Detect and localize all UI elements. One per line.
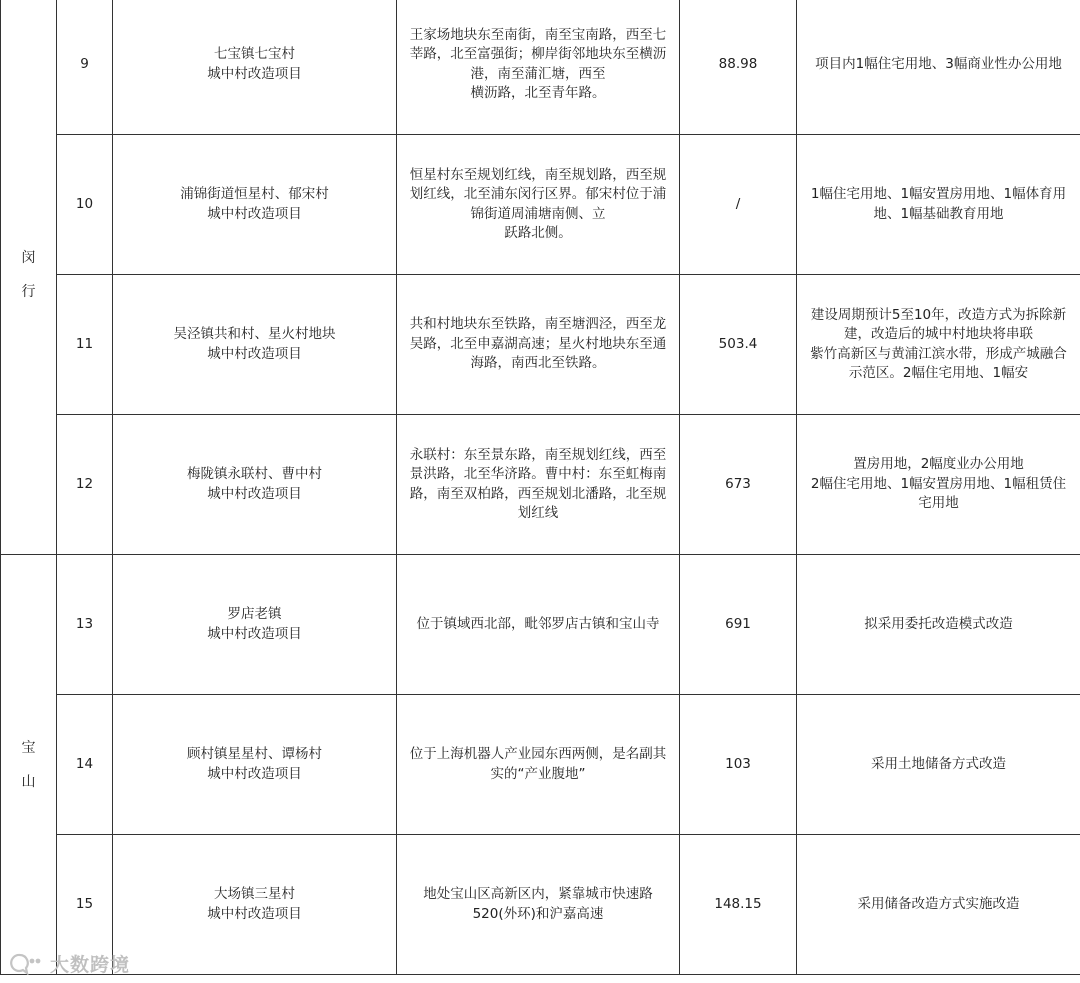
project-area: 691 (680, 555, 797, 695)
project-remark: 采用储备改造方式实施改造 (797, 835, 1080, 975)
row-number: 12 (57, 415, 113, 555)
row-number: 10 (57, 135, 113, 275)
project-name: 七宝镇七宝村 城中村改造项目 (113, 0, 397, 135)
row-number: 15 (57, 835, 113, 975)
project-name: 梅陇镇永联村、曹中村 城中村改造项目 (113, 415, 397, 555)
table-row (1, 0, 1080, 135)
project-remark: 拟采用委托改造模式改造 (797, 555, 1080, 695)
project-location: 王家场地块东至南街，南至宝南路，西至七莘路，北至富强街；柳岸街邻地块东至横沥港，南至蒲汇塘，西至 横沥路，北至青年路。 (397, 0, 680, 135)
project-remark: 1幅住宅用地、1幅安置房用地、1幅体育用地、1幅基础教育用地 (797, 135, 1080, 275)
project-name: 罗店老镇 城中村改造项目 (113, 555, 397, 695)
project-area: 673 (680, 415, 797, 555)
watermark-text: 大数跨境 (50, 953, 131, 976)
project-remark: 置房用地，2幅度业办公用地 2幅住宅用地、1幅安置房用地、1幅租赁住宅用地 (797, 415, 1080, 555)
row-number: 11 (57, 275, 113, 415)
project-area: 88.98 (680, 0, 797, 135)
table-row (1, 555, 1080, 695)
project-area: 503.4 (680, 275, 797, 415)
table-row (1, 275, 1080, 415)
project-remark: 采用土地储备方式改造 (797, 695, 1080, 835)
project-area: 103 (680, 695, 797, 835)
project-area: / (680, 135, 797, 275)
watermark (10, 948, 130, 978)
project-location: 共和村地块东至铁路，南至塘泗泾，西至龙吴路，北至申嘉湖高速；星火村地块东至通海路，南西北至铁路。 (397, 275, 680, 415)
project-location: 地处宝山区高新区内，紧靠城市快速路520(外环)和沪嘉高速 (397, 835, 680, 975)
project-location: 位于上海机器人产业园东西两侧，是名副其实的“产业腹地” (397, 695, 680, 835)
table-row (1, 415, 1080, 555)
project-location: 位于镇域西北部，毗邻罗店古镇和宝山寺 (397, 555, 680, 695)
table-row (1, 835, 1080, 975)
table-row (1, 695, 1080, 835)
chat-bubble-logo-icon (10, 951, 44, 975)
project-location: 永联村：东至景东路，南至规划红线，西至景洪路，北至华济路。曹中村：东至虹梅南路，南至双柏路，西至规划北潘路，北至规划红线 (397, 415, 680, 555)
project-name: 吴泾镇共和村、星火村地块 城中村改造项目 (113, 275, 397, 415)
project-name: 大场镇三星村 城中村改造项目 (113, 835, 397, 975)
district-cell: 宝 山 (1, 555, 57, 975)
project-area: 148.15 (680, 835, 797, 975)
table-row (1, 135, 1080, 275)
district-cell: 闵 行 (1, 0, 57, 555)
row-number: 14 (57, 695, 113, 835)
project-remark: 建设周期预计5至10年，改造方式为拆除新建，改造后的城中村地块将串联 紫竹高新区与黄浦江滨水带，形成产城融合示范区。2幅住宅用地、1幅安 (797, 275, 1080, 415)
project-remark: 项目内1幅住宅用地、3幅商业性办公用地 (797, 0, 1080, 135)
project-location: 恒星村东至规划红线，南至规划路，西至规划红线，北至浦东闵行区界。郁宋村位于浦锦街道周浦塘南侧、立 跃路北侧。 (397, 135, 680, 275)
row-number: 13 (57, 555, 113, 695)
project-name: 浦锦街道恒星村、郁宋村 城中村改造项目 (113, 135, 397, 275)
row-number: 9 (57, 0, 113, 135)
project-name: 顾村镇星星村、谭杨村 城中村改造项目 (113, 695, 397, 835)
